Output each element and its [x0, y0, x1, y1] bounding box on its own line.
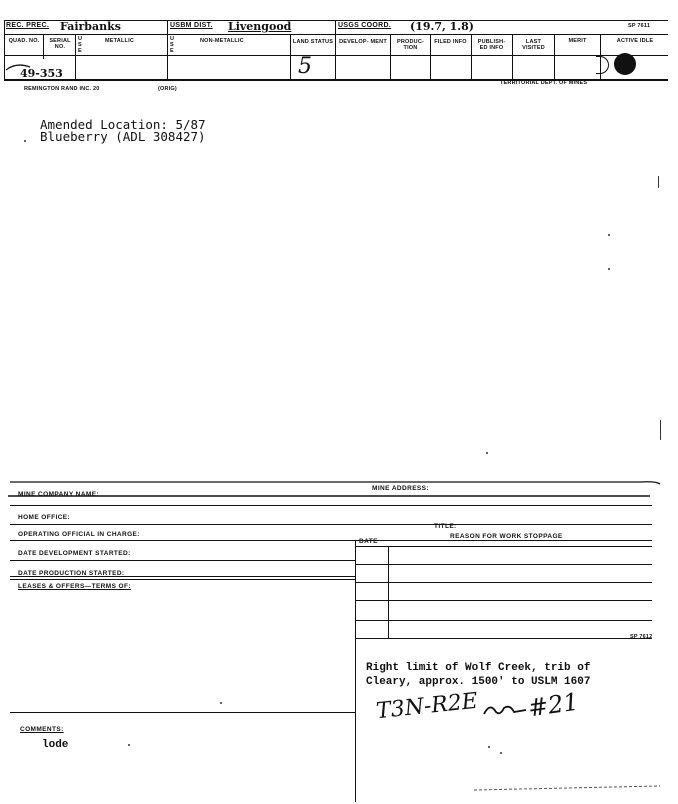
- filed-info-label: FILED INFO: [434, 39, 467, 45]
- usgs-coord-label: USGS COORD.: [338, 22, 392, 29]
- reason-column-label: REASON FOR WORK STOPPAGE: [450, 533, 563, 540]
- usbm-dist-value: Livengood: [228, 20, 292, 33]
- location-line-2: Cleary, approx. 1500' to USLM 1607: [366, 676, 591, 688]
- notes-line-1: Amended Location: 5/87: [40, 117, 206, 132]
- home-office-label: HOME OFFICE:: [18, 514, 71, 521]
- land-status-value: 5: [298, 54, 312, 79]
- rec-prec-value: Fairbanks: [60, 20, 121, 33]
- serial-value: 49-353: [20, 67, 63, 80]
- date-production-label: DATE PRODUCTION STARTED:: [18, 570, 125, 577]
- printer-line-right: TERRITORIAL DEPT. OF MINES: [500, 80, 588, 86]
- form-number-2: SP 7612: [630, 634, 653, 640]
- active-mark-arc: [596, 56, 609, 74]
- comments-value: lode: [42, 739, 69, 751]
- header-row2-rule: [4, 34, 668, 35]
- header-col-pub: [471, 34, 472, 79]
- scan-speck: [660, 420, 661, 440]
- scan-speck: [608, 268, 610, 270]
- rule-official: [10, 540, 652, 541]
- top-wavy-rule: [0, 470, 678, 500]
- rule-stoppage-4: [355, 620, 652, 621]
- title-label: TITLE:: [434, 523, 457, 530]
- header-col-quad: [43, 34, 44, 59]
- metallic-label: METALLIC: [105, 38, 134, 44]
- merit-label: MERIT: [568, 38, 587, 44]
- rule-company: [10, 505, 652, 506]
- scan-speck: [500, 752, 502, 754]
- header-col-merit: [554, 34, 555, 79]
- column-divider-main: [355, 540, 356, 802]
- development-label: DEVELOP- MENT: [339, 39, 387, 45]
- scan-speck: [658, 176, 659, 188]
- serial-stroke-icon: [4, 60, 34, 72]
- rec-prec-label: REC. PREC.: [6, 22, 50, 29]
- use-codes-right: U S E: [170, 36, 175, 54]
- rule-stoppage-5: [355, 638, 652, 639]
- rule-comments: [10, 712, 355, 713]
- header-col-usbm: [167, 20, 168, 79]
- scan-speck: [608, 234, 610, 236]
- form-number: SP 7611: [628, 23, 651, 29]
- header-col-filed: [430, 34, 431, 79]
- usbm-dist-label: USBM DIST.: [170, 22, 213, 29]
- rule-stoppage-2: [355, 582, 652, 583]
- mine-company-label: MINE COMPANY NAME:: [18, 491, 99, 498]
- location-line-1: Right limit of Wolf Creek, trib of: [366, 662, 591, 674]
- scan-speck: [128, 744, 130, 746]
- date-development-label: DATE DEVELOPMENT STARTED:: [18, 550, 131, 557]
- header-col-prod: [390, 34, 391, 79]
- handwritten-township: T3N-R2E: [374, 688, 480, 725]
- handwritten-number: #21: [526, 687, 581, 723]
- active-idle-label: ACTIVE IDLE: [616, 38, 654, 44]
- published-info-label: PUBLISH- ED INFO: [477, 39, 506, 51]
- land-status-label: LAND STATUS: [292, 39, 334, 45]
- rule-office: [10, 524, 652, 525]
- header-col-land: [290, 34, 291, 79]
- quad-no-label: QUAD. NO.: [8, 38, 40, 44]
- production-label: PRODUC- TION: [396, 39, 425, 51]
- leases-label: LEASES & OFFERS—TERMS OF:: [18, 583, 131, 590]
- printer-line-left: REMINGTON RAND INC. 20: [24, 86, 100, 92]
- bottom-scan-smudge: [470, 782, 670, 794]
- rule-stoppage-3: [355, 600, 652, 601]
- scan-speck: [488, 746, 490, 748]
- scan-speck: [24, 140, 26, 142]
- column-divider-date: [388, 546, 389, 638]
- header-row3-rule: [4, 55, 668, 56]
- usgs-coord-value: (19.7, 1.8): [410, 20, 474, 33]
- header-col-last: [512, 34, 513, 79]
- active-dot-icon: [614, 53, 636, 75]
- rule-stoppage-1: [355, 564, 652, 565]
- serial-no-label: SERIAL NO.: [49, 38, 71, 50]
- non-metallic-label: NON-METALLIC: [200, 38, 244, 44]
- header-col-usgs: [335, 20, 336, 79]
- last-visited-label: LAST VISITED: [522, 39, 545, 51]
- scan-speck: [486, 452, 488, 454]
- rule-prod: [10, 576, 355, 577]
- mine-address-label: MINE ADDRESS:: [372, 485, 429, 492]
- date-column-label: DATE: [359, 538, 378, 545]
- rule-dev: [10, 560, 355, 561]
- use-codes-left: U S E: [78, 36, 83, 54]
- handwritten-scribble-icon: [480, 696, 530, 720]
- printer-line-mid: (ORIG): [158, 86, 177, 92]
- operating-official-label: OPERATING OFFICIAL IN CHARGE:: [18, 531, 140, 538]
- header-col-serial: [75, 34, 76, 79]
- notes-line-2: Blueberry (ADL 308427): [40, 129, 206, 144]
- rule-stoppage-header: [355, 546, 652, 547]
- scan-speck: [220, 702, 222, 704]
- comments-label: COMMENTS:: [20, 726, 64, 733]
- rule-prod-double: [10, 579, 355, 580]
